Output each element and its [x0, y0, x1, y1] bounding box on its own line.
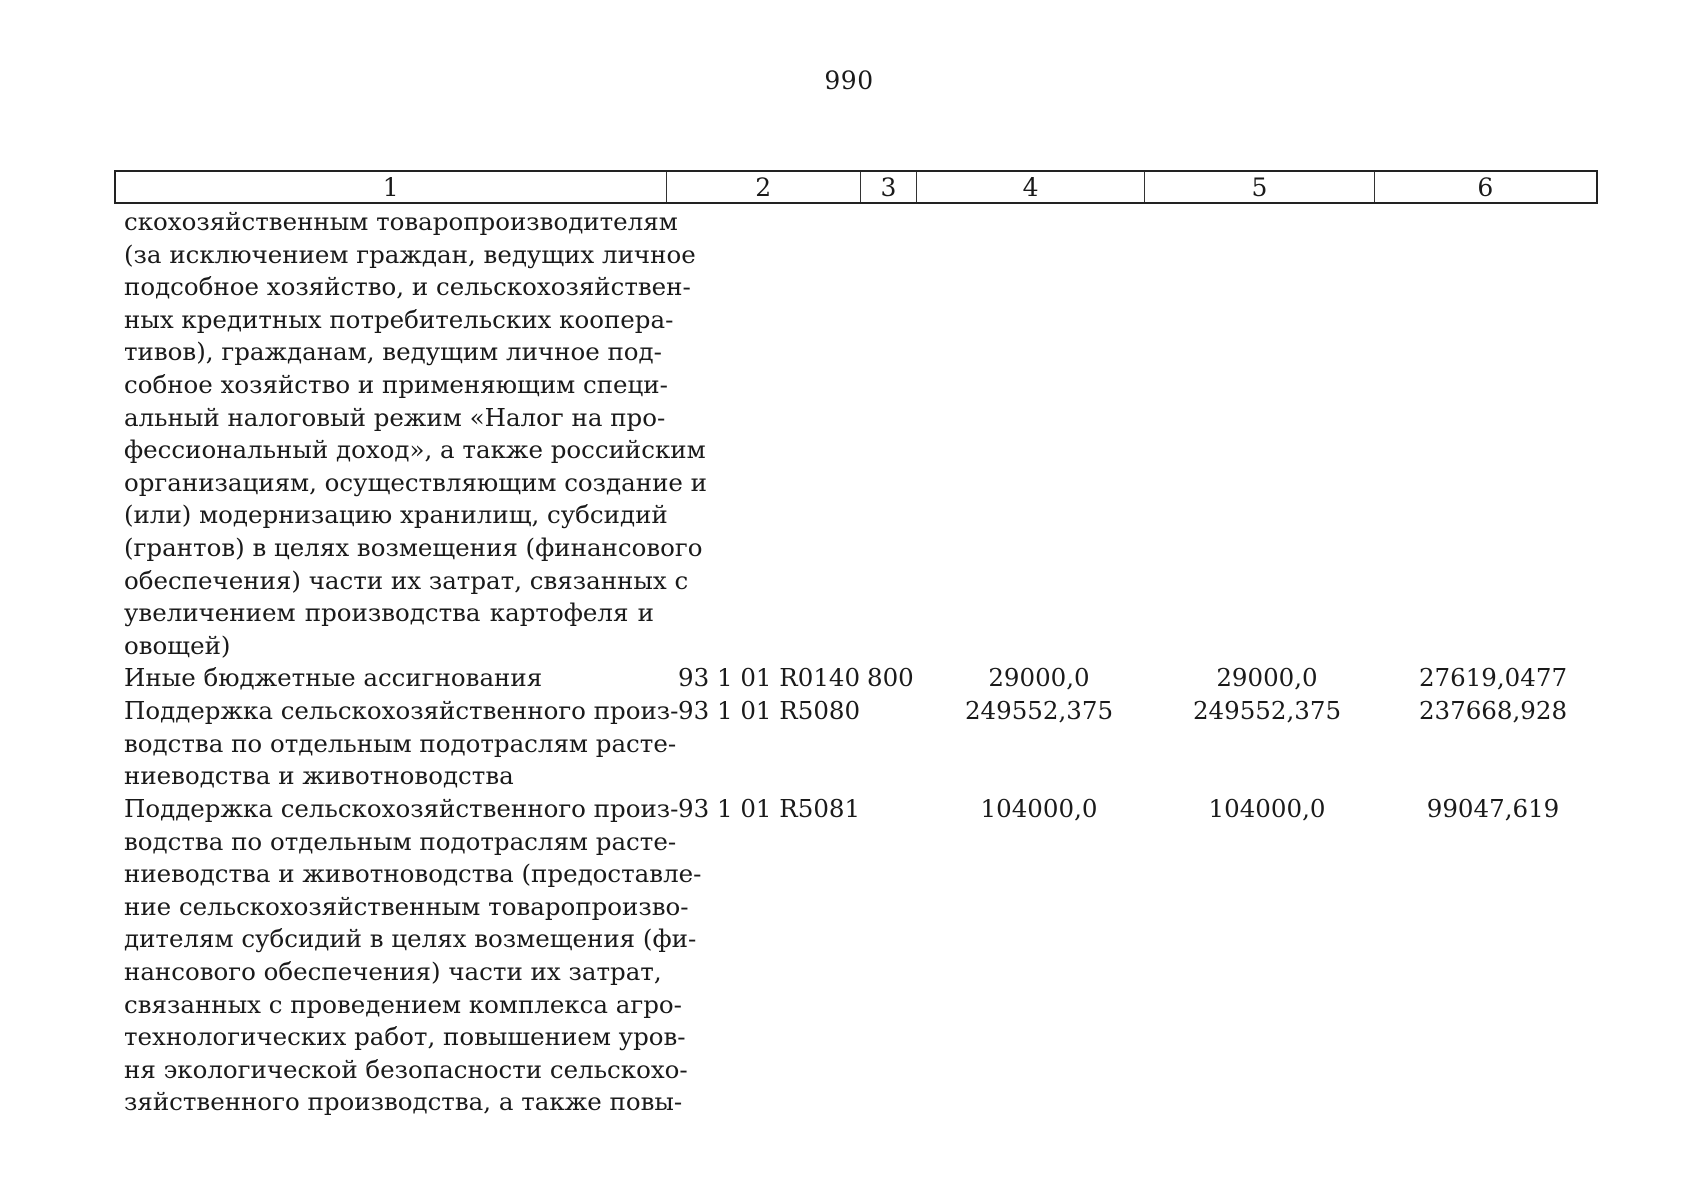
description-line: фессиональный доход», а также российским	[124, 435, 706, 465]
description-line: альный налоговый режим «Налог на про-	[124, 402, 666, 432]
description-line: увеличением производства картофеля и	[124, 598, 654, 628]
row-value-6: 237668,928	[1418, 696, 1568, 725]
row-description	[124, 793, 702, 1119]
description-line: зяйственного производства, а также повы-	[124, 1087, 683, 1117]
description-line: ня экологической безопасности сельскохо-	[124, 1054, 688, 1084]
description-line: скохозяйственным товаропроизводителям	[124, 207, 678, 236]
row-value-5: 104000,0	[1208, 794, 1326, 823]
table-header	[114, 170, 1598, 204]
row-value-6: 27619,0477	[1418, 663, 1568, 692]
row-value-6: 99047,619	[1426, 794, 1560, 823]
description-line: технологических работ, повышением уров-	[124, 1022, 686, 1052]
description-line: ниеводства и животноводства	[124, 761, 514, 791]
header-col-3: 3	[861, 172, 917, 202]
description-line: нансового обеспечения) части их затрат,	[124, 956, 662, 986]
row-value-4: 104000,0	[980, 794, 1098, 823]
row-value-4: 249552,375	[964, 696, 1114, 725]
description-line: связанных с проведением комплекса агро-	[124, 989, 682, 1019]
description-line: ниеводства и животноводства (предоставле-	[124, 859, 702, 889]
description-line: тивов), гражданам, ведущим личное под-	[124, 337, 662, 367]
description-line: ных кредитных потребительских коопера-	[124, 304, 674, 334]
row-value-4: 29000,0	[988, 663, 1090, 692]
description-line: дителям субсидий в целях возмещения (фи-	[124, 924, 697, 954]
row-type: 800	[867, 663, 914, 692]
header-col-4: 4	[917, 172, 1145, 202]
description-line: организациям, осуществляющим создание и	[124, 467, 708, 497]
description-line: Поддержка сельскохозяйственного произ-	[124, 794, 679, 823]
description-line: водства по отдельным подотраслям расте-	[124, 728, 677, 758]
description-line: (грантов) в целях возмещения (финансового	[124, 532, 703, 562]
description-line: (или) модернизацию хранилищ, субсидий	[124, 500, 668, 530]
description-line: Поддержка сельскохозяйственного произ-	[124, 696, 679, 725]
header-col-5: 5	[1145, 172, 1374, 202]
description-line: водства по отдельным подотраслям расте-	[124, 826, 677, 856]
description-line: (за исключением граждан, ведущих личное	[124, 239, 696, 269]
description-line: Иные бюджетные ассигнования	[124, 663, 543, 692]
row-value-5: 29000,0	[1216, 663, 1318, 692]
row-code: 93 1 01 R5081	[678, 794, 861, 823]
row-description	[124, 662, 654, 695]
header-col-1: 1	[116, 172, 667, 202]
page-number: 990	[824, 66, 874, 95]
description-line: собное хозяйство и применяющим специ-	[124, 369, 668, 399]
row-code: 93 1 01 R0140	[678, 663, 861, 692]
header-col-2: 2	[667, 172, 861, 202]
row-value-5: 249552,375	[1192, 696, 1342, 725]
row-description	[124, 695, 679, 793]
header-col-6: 6	[1477, 172, 1494, 202]
row-description	[124, 206, 708, 662]
description-line: овощей)	[124, 630, 231, 660]
row-code: 93 1 01 R5080	[678, 696, 861, 725]
description-line: обеспечения) части их затрат, связанных с	[124, 565, 689, 595]
description-line: подсобное хозяйство, и сельскохозяйствен-	[124, 272, 691, 302]
description-line: ние сельскохозяйственным товаропроизво-	[124, 891, 689, 921]
